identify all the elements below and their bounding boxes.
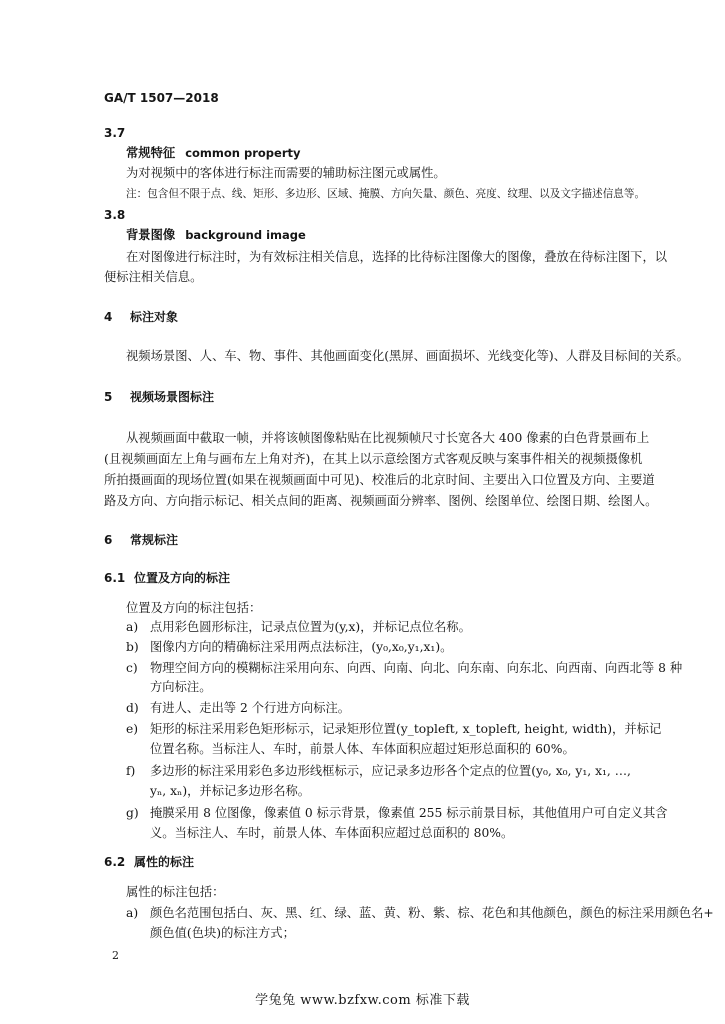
- list-item-6-2-a: a) 颜色名范围包括白、灰、黑、红、绿、蓝、黄、粉、紫、棕、花色和其他颜色，颜色的标注采用颜色名+: [126, 906, 714, 920]
- section-5-line-3: 所拍摄画面的现场位置(如果在视频画面中可见)、校准后的北京时间、主要出入口位置及方向、主要道: [104, 473, 655, 487]
- section-heading-6-1: 6.1 位置及方向的标注: [104, 571, 231, 585]
- term-cn: 常规特征: [126, 145, 176, 160]
- definition-3-8-line-1: 在对图像进行标注时，为有效标注相关信息，选择的比待标注图像大的图像，叠放在待标注图下，以: [126, 250, 668, 264]
- list-item-d: d) 有进人、走出等 2 个行进方向标注。: [126, 701, 351, 715]
- site-footer: 学兔兔 www.bzfxw.com 标准下载: [255, 993, 470, 1008]
- section-heading-6: 6 常规标注: [104, 533, 179, 547]
- section-6-1-intro: 位置及方向的标注包括：: [126, 601, 262, 615]
- section-6-2-intro: 属性的标注包括：: [126, 885, 225, 899]
- list-item-b: b) 图像内方向的精确标注采用两点法标注，(y₀,x₀,y₁,x₁)。: [126, 640, 453, 654]
- term-cn: 背景图像: [126, 227, 176, 242]
- list-item-g: g) 掩膜采用 8 位图像，像素值 0 标示背景，像素值 255 标示前景目标，其他值用户可自定义其含: [126, 806, 668, 820]
- note-3-7: 注：包含但不限于点、线、矩形、多边形、区域、掩膜、方向矢量、颜色、亮度、纹理、以及文字描述信息等。: [126, 188, 646, 200]
- definition-3-8-line-2: 便标注相关信息。: [104, 270, 203, 284]
- page-number: 2: [112, 949, 119, 962]
- list-item-c: c) 物理空间方向的模糊标注采用向东、向西、向南、向北、向东南、向东北、向西南、向西北等 8 种: [126, 661, 683, 675]
- section-5-line-1: 从视频画面中截取一帧，并将该帧图像粘贴在比视频帧尺寸长宽各大 400 像素的白色背景画布上: [126, 431, 650, 445]
- term-3-7: [126, 145, 300, 161]
- list-item-g-cont: 义。当标注人、车时，前景人体、车体面积应超过总面积的 80%。: [150, 826, 514, 840]
- list-item-6-2-a-cont: 颜色值(色块)的标注方式；: [150, 926, 295, 940]
- section-5-line-4: 路及方向、方向指示标记、相关点间的距离、视频画面分辨率、图例、绘图单位、绘图日期、绘图人。: [104, 494, 658, 508]
- section-heading-5: 5 视频场景图标注: [104, 390, 215, 404]
- section-4-body: 视频场景图、人、车、物、事件、其他画面变化(黑屏、画面损坏、光线变化等)、人群及目标间的关系。: [126, 349, 689, 363]
- section-heading-4: 4 标注对象: [104, 310, 179, 324]
- clause-number-3-7: 3.7: [104, 126, 126, 140]
- list-item-f-cont: yₙ, xₙ)，并标记多边形名称。: [150, 784, 311, 798]
- list-item-f: f) 多边形的标注采用彩色多边形线框标示，应记录多边形各个定点的位置(y₀, x₀, y₁, x₁, …,: [126, 764, 631, 778]
- term-en: background image: [185, 228, 306, 242]
- definition-3-7: 为对视频中的客体进行标注而需要的辅助标注图元或属性。: [126, 166, 446, 180]
- standard-code: GA/T 1507—2018: [104, 91, 219, 105]
- list-item-e-cont: 位置名称。当标注人、车时，前景人体、车体面积应超过矩形总面积的 60%。: [150, 742, 575, 756]
- term-3-8: [126, 227, 306, 243]
- list-item-c-cont: 方向标注。: [150, 680, 212, 694]
- list-item-e: e) 矩形的标注采用彩色矩形标示，记录矩形位置(y_topleft, x_topleft, height, width)，并标记: [126, 722, 662, 736]
- term-en: common property: [185, 146, 301, 160]
- list-item-a: a) 点用彩色圆形标注，记录点位置为(y,x)，并标记点位名称。: [126, 620, 471, 634]
- section-heading-6-2: 6.2 属性的标注: [104, 855, 195, 869]
- clause-number-3-8: 3.8: [104, 208, 126, 222]
- section-5-line-2: (且视频画面左上角与画布左上角对齐)，在其上以示意绘图方式客观反映与案事件相关的视频摄像机: [104, 452, 643, 466]
